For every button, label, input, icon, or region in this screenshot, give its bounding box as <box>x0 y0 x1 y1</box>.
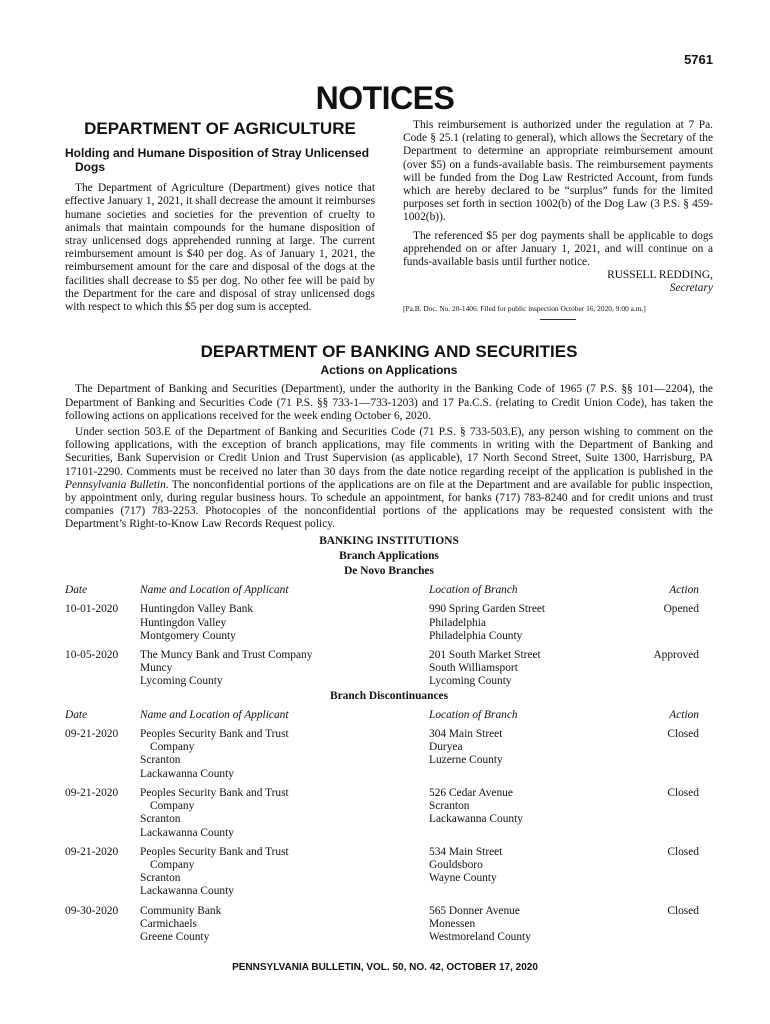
de-novo-heading: De Novo Branches <box>344 565 434 578</box>
table-row <box>65 846 713 899</box>
col-action: Action <box>669 584 699 597</box>
applicant-name: Peoples Security Bank and Trust <box>140 786 289 799</box>
row-applicant <box>140 728 429 781</box>
section-divider <box>540 319 576 320</box>
table-row <box>65 649 713 689</box>
row-date: 10-01-2020 <box>65 603 119 616</box>
col-action: Action <box>669 708 699 721</box>
agriculture-notice-left-column <box>65 119 375 314</box>
branch-street: 526 Cedar Avenue <box>429 786 513 799</box>
applicant-county: Greene County <box>140 930 210 943</box>
row-branch-location <box>429 728 629 781</box>
branch-city: Scranton <box>429 800 470 813</box>
applicant-city: Scranton <box>140 872 181 885</box>
branch-county: Philadelphia County <box>429 629 523 642</box>
banking-paragraph-2: Under section 503.E of the Department of Banking and Securities Code (71 P.S. § 733-503.E), any person wishing to comment on the following applications, with the exception of branch applications, may file comments in writing with the Department of Banking and Securities, Bank Supervision or Credit Union and Trust Supervision (as applicable), 17 North Second Street, Suite 1300, Harrisburg, PA 17101-2290. Comments must be received no later than 30 days from the date notice regarding receipt of the application is published in the Pennsylvania Bulletin. The nonconfidential portions of the applications are on file at the Department and are available for public inspection, by appointment only, during regular business hours. To schedule an appointment, for banks (717) 783-8240 and for credit unions and trust companies (717) 783-2253. Photocopies of the nonconfidential portions of the applications may be requested consistent with the Department’s Right-to-Know Law Records Request policy. <box>65 426 713 531</box>
page-number: 5761 <box>684 52 713 67</box>
applicant-name: Peoples Security Bank and Trust <box>140 845 289 858</box>
applicant-city: Huntingdon Valley <box>140 616 227 629</box>
branch-city: Gouldsboro <box>429 858 483 871</box>
applicant-name-cont: Company <box>150 858 195 871</box>
branch-street: 304 Main Street <box>429 728 503 741</box>
row-date: 09-30-2020 <box>65 904 119 917</box>
col-date: Date <box>65 708 88 721</box>
row-action: Closed <box>667 786 699 799</box>
page-footer: PENNSYLVANIA BULLETIN, VOL. 50, NO. 42, OCTOBER 17, 2020 <box>232 962 538 973</box>
agriculture-subheading: Holding and Humane Disposition of Stray Unlicensed Dogs <box>65 146 370 175</box>
row-action: Opened <box>663 603 699 616</box>
row-action: Approved <box>653 649 699 662</box>
branch-city: Duryea <box>429 741 463 754</box>
discontinuances-heading: Branch Discontinuances <box>329 689 449 702</box>
institutions-heading: BANKING INSTITUTIONS <box>319 534 459 547</box>
signer-title: Secretary <box>669 282 713 295</box>
agriculture-notice-right-column <box>403 119 713 320</box>
signer-name: RUSSELL REDDING, <box>607 269 713 282</box>
branch-street: 201 South Market Street <box>429 649 541 662</box>
row-branch-location <box>429 603 629 643</box>
applicant-city: Scranton <box>140 813 181 826</box>
agriculture-paragraph-2: This reimbursement is authorized under the regulation at 7 Pa. Code § 25.1 (relating to general), which allows the Secretary of the Department to determine an appropriate reimbursement amount (over $5) on a funds-available basis. The reimbursement payments will be funded from the Dog Law Restricted Account, from funds which are hereby declared to be “surplus” funds for the limited purposes set forth in section 1002(b) of the Dog Law (3 P.S. § 459-1002(b)). <box>403 119 713 224</box>
applicant-city: Carmichaels <box>140 917 197 930</box>
row-applicant <box>140 603 429 643</box>
applicant-county: Lackawanna County <box>140 826 234 839</box>
branch-county: Luzerne County <box>429 754 503 767</box>
row-applicant <box>140 787 429 840</box>
row-action: Closed <box>667 845 699 858</box>
banking-heading: DEPARTMENT OF BANKING AND SECURITIES <box>200 342 578 361</box>
table-row <box>65 603 713 643</box>
branch-street: 534 Main Street <box>429 845 503 858</box>
applicant-county: Lycoming County <box>140 675 223 688</box>
row-applicant <box>140 905 429 945</box>
de-novo-table <box>65 603 713 688</box>
applicant-name-cont: Company <box>150 800 195 813</box>
col-location: Location of Branch <box>429 584 518 597</box>
branch-applications-heading: Branch Applications <box>339 549 439 562</box>
branch-street: 565 Donner Avenue <box>429 904 520 917</box>
col-date: Date <box>65 584 88 597</box>
banking-notice <box>65 342 713 944</box>
table-header <box>65 709 713 722</box>
applicant-city: Muncy <box>140 662 173 675</box>
applicant-city: Scranton <box>140 754 181 767</box>
applicant-name: Huntingdon Valley Bank <box>140 603 254 616</box>
row-date: 10-05-2020 <box>65 649 119 662</box>
branch-city: Philadelphia <box>429 616 486 629</box>
table-row <box>65 787 713 840</box>
applicant-name-cont: Company <box>150 741 195 754</box>
branch-city: South Williamsport <box>429 662 518 675</box>
doc-filing-note: [Pa.B. Doc. No. 20-1406. Filed for public inspection October 16, 2020, 9:00 a.m.] <box>403 303 646 313</box>
agriculture-paragraph-3: The referenced $5 per dog payments shall be applicable to dogs apprehended on or after January 1, 2021, and will continue on a funds-available basis until further notice. <box>403 229 713 269</box>
banking-subheading: Actions on Applications <box>320 363 458 378</box>
branch-county: Wayne County <box>429 872 497 885</box>
branch-county: Westmoreland County <box>429 930 531 943</box>
row-applicant <box>140 649 429 689</box>
bulletin-title: Pennsylvania Bulletin <box>65 478 166 491</box>
table-row <box>65 728 713 781</box>
row-branch-location <box>429 846 629 899</box>
applicant-name: Peoples Security Bank and Trust <box>140 728 289 741</box>
applicant-name: The Muncy Bank and Trust Company <box>140 649 313 662</box>
branch-county: Lackawanna County <box>429 813 523 826</box>
row-date: 09-21-2020 <box>65 845 119 858</box>
section-title: NOTICES <box>315 80 455 116</box>
col-applicant: Name and Location of Applicant <box>140 708 289 721</box>
row-date: 09-21-2020 <box>65 786 119 799</box>
applicant-county: Lackawanna County <box>140 885 234 898</box>
applicant-name: Community Bank <box>140 904 222 917</box>
row-action: Closed <box>667 728 699 741</box>
row-applicant <box>140 846 429 899</box>
agriculture-paragraph-1: The Department of Agriculture (Department) gives notice that effective January 1, 2021, it shall decrease the amount it reimburses humane societies and societies for the prevention of cruelty to animals that maintain compounds for the humane disposition of stray unlicensed dogs apprehended running at large. The current reimbursement amount is $40 per dog. As of January 1, 2021, the reimbursement amount for the care and disposal of the dogs at the facilities shall decrease to $5 per dog. No other fee will be paid by the Department for the care and disposal of stray unlicensed dogs with respect to which this $5 per dog sum is accepted. <box>65 182 375 314</box>
agriculture-heading: DEPARTMENT OF AGRICULTURE <box>84 119 356 138</box>
branch-city: Monessen <box>429 917 476 930</box>
col-location: Location of Branch <box>429 708 518 721</box>
row-branch-location <box>429 905 629 945</box>
row-date: 09-21-2020 <box>65 728 119 741</box>
banking-paragraph-1: The Department of Banking and Securities (Department), under the authority in the Banking Code of 1965 (7 P.S. §§ 101—2204), the Department of Banking and Securities Code (71 P.S. §§ 733-1—733-1203) and 17 Pa.C.S. (relating to Credit Union Code), has taken the following actions on applications received for the week ending October 6, 2020. <box>65 383 713 422</box>
branch-street: 990 Spring Garden Street <box>429 603 546 616</box>
applicant-county: Lackawanna County <box>140 767 234 780</box>
discontinuances-table <box>65 728 713 944</box>
branch-county: Lycoming County <box>429 675 512 688</box>
table-header <box>65 584 713 597</box>
applicant-county: Montgomery County <box>140 629 236 642</box>
row-action: Closed <box>667 904 699 917</box>
col-applicant: Name and Location of Applicant <box>140 584 289 597</box>
row-branch-location <box>429 787 629 840</box>
table-row <box>65 905 713 945</box>
row-branch-location <box>429 649 629 689</box>
